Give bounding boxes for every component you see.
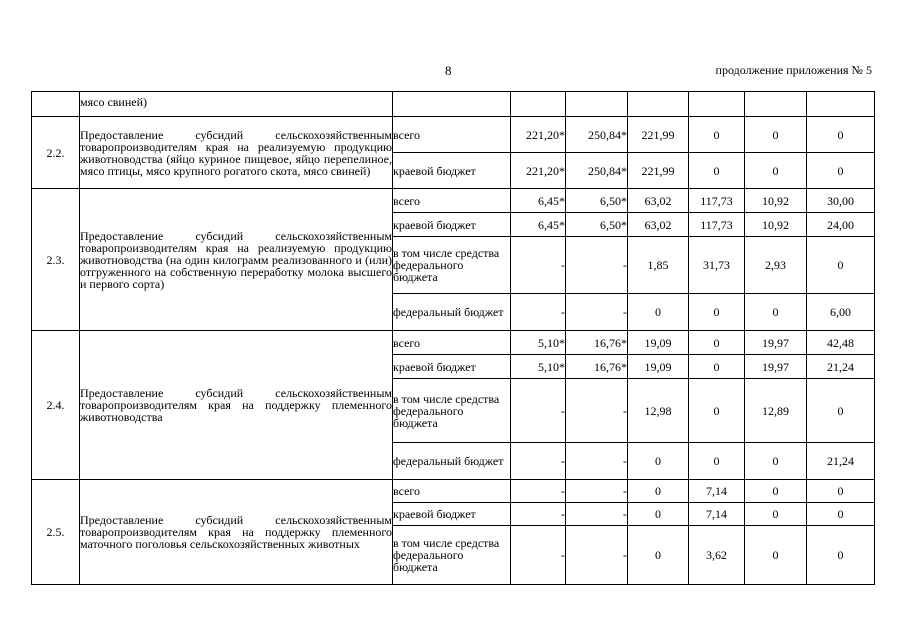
amount-cell: 0 [689, 443, 745, 480]
page-number: 8 [445, 63, 452, 78]
amount-cell: 0 [745, 294, 807, 331]
amount-cell [689, 92, 745, 117]
amount-cell: 0 [807, 503, 875, 526]
amount-cell: 19,97 [745, 331, 807, 355]
amount-cell: 0 [807, 480, 875, 503]
amount-cell: 63,02 [628, 189, 689, 213]
amount-cell: 7,14 [689, 480, 745, 503]
funding-source: краевой бюджет [393, 355, 511, 379]
amount-cell: 0 [689, 331, 745, 355]
amount-cell: 0 [689, 355, 745, 379]
amount-cell: 12,89 [745, 379, 807, 443]
amount-cell [628, 92, 689, 117]
amount-cell: - [566, 503, 628, 526]
amount-cell: 5,10* [511, 331, 566, 355]
amount-cell: 10,92 [745, 213, 807, 237]
amount-cell: 221,20* [511, 117, 566, 153]
amount-cell: 19,09 [628, 355, 689, 379]
amount-cell: - [511, 526, 566, 585]
amount-cell: 117,73 [689, 189, 745, 213]
amount-cell: 0 [689, 117, 745, 153]
amount-cell: 6,50* [566, 213, 628, 237]
amount-cell: 0 [745, 443, 807, 480]
amount-cell: 0 [689, 379, 745, 443]
item-description: Предоставление субсидий сельскохозяйственным товаропроизводителям края на реализуемую продукцию животноводства (яйцо куриное пищевое, яйцо перепелиное, мясо птицы, мясо крупного рогатого скота, мясо свиней) [80, 117, 393, 189]
funding-source: краевой бюджет [393, 153, 511, 189]
item-description: Предоставление субсидий сельскохозяйственным товаропроизводителям края на поддержку племенного маточного поголовья сельскохозяйственных животных [80, 480, 393, 585]
amount-cell: 16,76* [566, 331, 628, 355]
amount-cell: 0 [689, 294, 745, 331]
subsidy-table [31, 91, 875, 585]
amount-cell: 2,93 [745, 237, 807, 294]
amount-cell: 12,98 [628, 379, 689, 443]
amount-cell [511, 92, 566, 117]
amount-cell: 0 [628, 294, 689, 331]
amount-cell: 0 [745, 480, 807, 503]
amount-cell: - [566, 294, 628, 331]
amount-cell: - [566, 379, 628, 443]
amount-cell: - [511, 379, 566, 443]
amount-cell: 0 [745, 117, 807, 153]
amount-cell: 31,73 [689, 237, 745, 294]
funding-source: всего [393, 189, 511, 213]
amount-cell: 3,62 [689, 526, 745, 585]
table-row [32, 92, 875, 117]
amount-cell: 10,92 [745, 189, 807, 213]
amount-cell [745, 92, 807, 117]
amount-cell: 0 [807, 526, 875, 585]
funding-source: в том числе средства федерального бюджета [393, 526, 511, 585]
amount-cell: 0 [628, 526, 689, 585]
amount-cell: - [511, 294, 566, 331]
amount-cell: 221,20* [511, 153, 566, 189]
amount-cell: 6,00 [807, 294, 875, 331]
amount-cell: 5,10* [511, 355, 566, 379]
table-row [32, 480, 875, 503]
table-body [32, 92, 875, 585]
amount-cell: 0 [628, 503, 689, 526]
amount-cell: 19,09 [628, 331, 689, 355]
amount-cell: 42,48 [807, 331, 875, 355]
funding-source: всего [393, 480, 511, 503]
amount-cell: - [566, 480, 628, 503]
amount-cell: 250,84* [566, 117, 628, 153]
amount-cell: 221,99 [628, 117, 689, 153]
amount-cell: 0 [807, 379, 875, 443]
amount-cell: - [566, 237, 628, 294]
amount-cell: - [511, 237, 566, 294]
amount-cell: - [511, 480, 566, 503]
item-number: 2.4. [32, 331, 80, 480]
amount-cell: 0 [745, 503, 807, 526]
amount-cell: 0 [807, 237, 875, 294]
amount-cell [566, 92, 628, 117]
amount-cell: 117,73 [689, 213, 745, 237]
amount-cell: 63,02 [628, 213, 689, 237]
item-description: Предоставление субсидий сельскохозяйственным товаропроизводителям края на реализуемую продукцию животноводства (на один килограмм реализованного и (или) отгруженного на собственную переработку молока высшего и первого сорта) [80, 189, 393, 331]
amount-cell: 0 [628, 443, 689, 480]
amount-cell: - [511, 503, 566, 526]
amount-cell: 16,76* [566, 355, 628, 379]
funding-source: федеральный бюджет [393, 443, 511, 480]
amount-cell: 0 [807, 153, 875, 189]
amount-cell: 6,50* [566, 189, 628, 213]
amount-cell: 0 [689, 153, 745, 189]
item-description: мясо свиней) [80, 92, 393, 117]
table-row [32, 117, 875, 153]
appendix-continuation: продолжение приложения № 5 [715, 63, 872, 77]
amount-cell: - [566, 443, 628, 480]
amount-cell: - [511, 443, 566, 480]
amount-cell: 19,97 [745, 355, 807, 379]
amount-cell: 0 [745, 153, 807, 189]
amount-cell: 6,45* [511, 189, 566, 213]
item-description: Предоставление субсидий сельскохозяйственным товаропроизводителям края на поддержку племенного животноводства [80, 331, 393, 480]
amount-cell: 6,45* [511, 213, 566, 237]
funding-source: краевой бюджет [393, 213, 511, 237]
amount-cell: 1,85 [628, 237, 689, 294]
amount-cell: 250,84* [566, 153, 628, 189]
funding-source: федеральный бюджет [393, 294, 511, 331]
item-number: 2.2. [32, 117, 80, 189]
funding-source [393, 92, 511, 117]
amount-cell: 21,24 [807, 355, 875, 379]
amount-cell: 7,14 [689, 503, 745, 526]
amount-cell: 30,00 [807, 189, 875, 213]
amount-cell: 21,24 [807, 443, 875, 480]
item-number [32, 92, 80, 117]
funding-source: всего [393, 117, 511, 153]
amount-cell: 24,00 [807, 213, 875, 237]
item-number: 2.5. [32, 480, 80, 585]
funding-source: в том числе средства федерального бюджета [393, 237, 511, 294]
table-row [32, 331, 875, 355]
table-row [32, 189, 875, 213]
amount-cell: 0 [628, 480, 689, 503]
amount-cell [807, 92, 875, 117]
item-number: 2.3. [32, 189, 80, 331]
amount-cell: 221,99 [628, 153, 689, 189]
funding-source: в том числе средства федерального бюджета [393, 379, 511, 443]
funding-source: всего [393, 331, 511, 355]
amount-cell: 0 [807, 117, 875, 153]
amount-cell: - [566, 526, 628, 585]
amount-cell: 0 [745, 526, 807, 585]
funding-source: краевой бюджет [393, 503, 511, 526]
